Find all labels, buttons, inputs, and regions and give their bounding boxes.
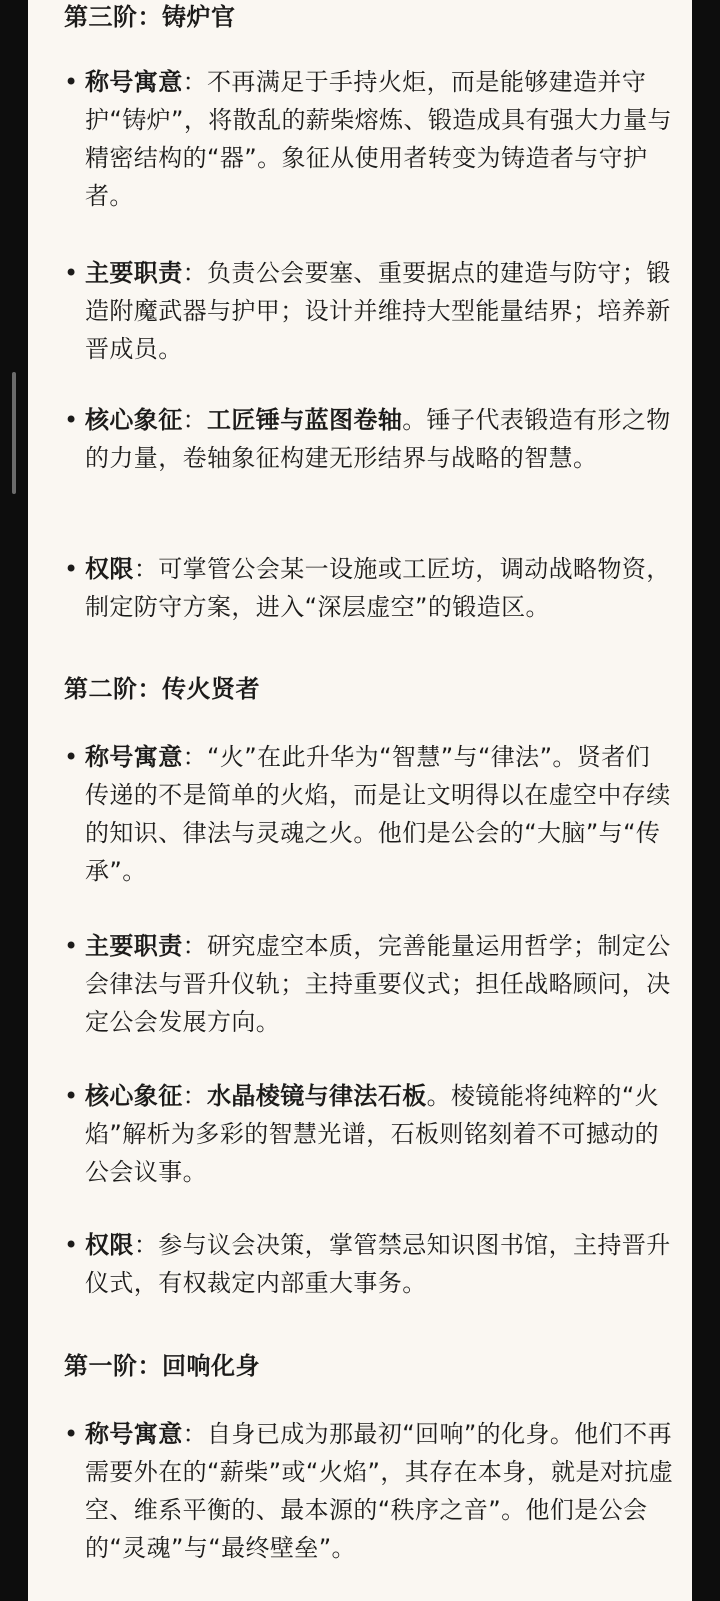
item-separator: ：: [182, 406, 208, 434]
list-item: [64, 401, 674, 477]
item-label: 核心象征: [85, 1082, 183, 1110]
list-item-text: [85, 401, 674, 477]
list-item-text: [85, 1226, 674, 1302]
item-emphasis: 水晶棱镜与律法石板: [207, 1082, 427, 1110]
item-body: 不再满足于手持火炬，而是能够建造并守护“铸炉”，将散乱的薪柴熔炼、锻造成具有强大力量与精密结构的“器”。象征从使用者转变为铸造者与守护者。: [85, 68, 672, 210]
bullet-icon: •: [64, 555, 79, 583]
item-separator: ：: [182, 743, 208, 771]
bullet-icon: •: [64, 1231, 79, 1259]
item-separator: ：: [182, 1082, 208, 1110]
item-label: 称号寓意: [85, 68, 183, 96]
item-separator: ：: [182, 68, 208, 96]
bullet-icon: •: [64, 406, 79, 434]
item-emphasis: 工匠锤与蓝图卷轴: [207, 406, 403, 434]
bullet-icon: •: [64, 259, 79, 287]
bullet-icon: •: [64, 1420, 79, 1448]
list-item: [64, 738, 674, 890]
item-body: 。棱镜能将纯粹的“火焰”解析为多彩的智慧光谱，石板则铭刻着不可撼动的公会议事。: [85, 1082, 660, 1186]
item-body: 参与议会决策，掌管禁忌知识图书馆，主持晋升仪式，有权裁定内部重大事务。: [85, 1231, 671, 1297]
tier-heading: 第一阶：回响化身: [64, 1352, 260, 1380]
list-item-text: [85, 254, 674, 368]
item-body: 研究虚空本质，完善能量运用哲学；制定公会律法与晋升仪轨；主持重要仪式；担任战略顾问，决定公会发展方向。: [85, 932, 671, 1036]
item-body: “火”在此升华为“智慧”与“律法”。贤者们传递的不是简单的火焰，而是让文明得以在虚空中存续的知识、律法与灵魂之火。他们是公会的“大脑”与“传承”。: [85, 743, 671, 885]
tier-heading: 第三阶：铸炉官: [64, 3, 236, 31]
item-separator: ：: [182, 259, 208, 287]
list-item-text: [85, 738, 674, 890]
scrollbar-thumb[interactable]: [12, 372, 16, 494]
list-item-text: [85, 63, 674, 215]
list-item: [64, 1415, 674, 1567]
item-body: 可掌管公会某一设施或工匠坊，调动战略物资，制定防守方案，进入“深层虚空”的锻造区。: [85, 555, 671, 621]
item-separator: ：: [182, 932, 208, 960]
list-item-text: [85, 1077, 674, 1191]
item-label: 权限: [85, 555, 134, 583]
item-separator: ：: [133, 1231, 159, 1259]
item-label: 称号寓意: [85, 1420, 183, 1448]
item-body: 负责公会要塞、重要据点的建造与防守；锻造附魔武器与护甲；设计并维持大型能量结界；培养新晋成员。: [85, 259, 671, 363]
document-page: [28, 0, 692, 1601]
bullet-icon: •: [64, 743, 79, 771]
item-separator: ：: [182, 1420, 208, 1448]
list-item-text: [85, 927, 674, 1041]
list-item: [64, 927, 674, 1041]
item-label: 权限: [85, 1231, 134, 1259]
list-item: [64, 1077, 674, 1191]
item-body: 自身已成为那最初“回响”的化身。他们不再需要外在的“薪柴”或“火焰”，其存在本身，就是对抗虚空、维系平衡的、最本源的“秩序之音”。他们是公会的“灵魂”与“最终壁垒”。: [85, 1420, 674, 1562]
list-item-text: [85, 1415, 674, 1567]
bullet-icon: •: [64, 1082, 79, 1110]
list-item: [64, 254, 674, 368]
list-item: [64, 550, 674, 626]
tier-heading: 第二阶：传火贤者: [64, 675, 260, 703]
item-label: 称号寓意: [85, 743, 183, 771]
bullet-icon: •: [64, 932, 79, 960]
item-body: 。锤子代表锻造有形之物的力量，卷轴象征构建无形结界与战略的智慧。: [85, 406, 671, 472]
list-item: [64, 63, 674, 215]
item-separator: ：: [133, 555, 159, 583]
item-label: 主要职责: [85, 932, 183, 960]
bullet-icon: •: [64, 68, 79, 96]
list-item: [64, 1226, 674, 1302]
item-label: 主要职责: [85, 259, 183, 287]
list-item-text: [85, 550, 674, 626]
item-label: 核心象征: [85, 406, 183, 434]
